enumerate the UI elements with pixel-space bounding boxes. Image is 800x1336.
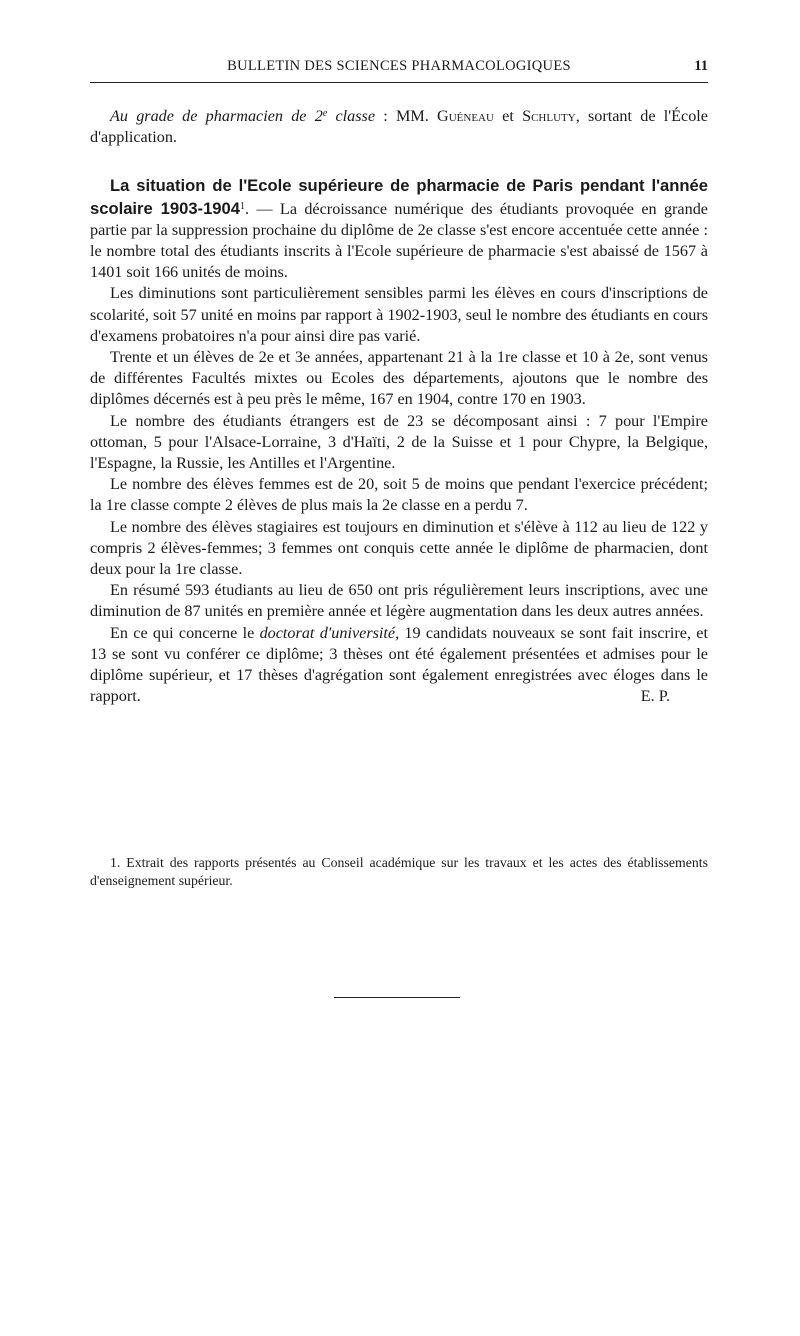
section-paragraph-7: En résumé 593 étudiants au lieu de 650 ont pris régulièrement leurs inscriptions, avec une diminution de 87 unités en première année et légère augmentation dans les deux autres années. <box>90 581 708 621</box>
section-paragraph-8: En ce qui concerne le doctorat d'université, 19 candidats nouveaux se sont fait inscrire, et 13 se sont vu conférer ce diplôme; 3 thèses ont été également présentées et admises pour le diplôme supérieur, et 17 thèses d'agrégation sont également enregistrées avec éloges dans le rapport. E. P. <box>90 623 708 708</box>
footnote-mark: 1 <box>240 200 245 212</box>
section-heading: La situation de l'Ecole supérieure de pharmacie de Paris pendant l'année scolaire 1903-1904 <box>90 176 708 218</box>
section-paragraph-2: Les diminutions sont particulièrement sensibles parmi les élèves en cours d'inscriptions de scolarité, soit 57 unité en moins par rapport à 1902-1903, seul le nombre des étudiants en cours d'examens probatoires n'a pour ainsi dire pas varié. <box>90 284 708 345</box>
section-paragraph-4: Le nombre des étudiants étrangers est de 23 se décomposant ainsi : 7 pour l'Empire ottoman, 5 pour l'Alsace-Lorraine, 3 d'Haïti, 2 de la Suisse et 1 pour Chypre, la Belgique, l'Espagne, la Russie, les Antilles et l'Argentine. <box>90 411 708 473</box>
body-text <box>90 106 708 707</box>
running-title: BULLETIN DES SCIENCES PHARMACOLOGIQUES <box>227 58 571 74</box>
footnote-text: 1. Extrait des rapports présentés au Conseil académique sur les travaux et les actes des établissements d'enseignement supérieur. <box>90 855 708 888</box>
name-gueneau: Guéneau <box>437 107 494 125</box>
end-rule <box>334 997 460 998</box>
intro-italic: Au grade de pharmacien de 2e classe <box>110 107 376 125</box>
signature: E. P. <box>640 687 670 706</box>
page-number: 11 <box>694 58 708 74</box>
section-paragraph-1: La situation de l'Ecole supérieure de pharmacie de Paris pendant l'année scolaire 1903-1904$^1$. — La décroissance numérique des étudiants provoquée en grande partie par la suppression prochaine du diplôme de 2e classe s'est encore accentuée cette année : le nombre total des étudiants inscrits à l'Ecole supérieure de pharmacie s'est abaissé de 1567 à 1401 soit 166 unités de moins. <box>90 176 708 282</box>
footnote <box>90 854 708 890</box>
name-schluty: Schluty <box>522 107 576 125</box>
section-paragraph-6: Le nombre des élèves stagiaires est toujours en diminution et s'élève à 112 au lieu de 122 y compris 2 élèves-femmes; 3 femmes ont conquis cette année le diplôme de pharmacien, dont deux pour la 1re classe. <box>90 517 708 579</box>
section-paragraph-3: Trente et un élèves de 2e et 3e années, appartenant 21 à la 1re classe et 10 à 2e, sont venus de différentes Facultés mixtes ou Ecoles des départements, ajoutons que le nombre des diplômes décernés est à peu près le même, 167 en 1904, contre 170 en 1903. <box>90 348 708 409</box>
intro-paragraph: Au grade de pharmacien de 2e classe : MM. Guéneau et Schluty, sortant de l'École d'application. <box>90 107 708 147</box>
running-head <box>90 58 708 83</box>
section-paragraph-5: Le nombre des élèves femmes est de 20, soit 5 de moins que pendant l'exercice précédent; la 1re classe compte 2 élèves de plus mais la 2e classe en a perdu 7. <box>90 475 708 515</box>
